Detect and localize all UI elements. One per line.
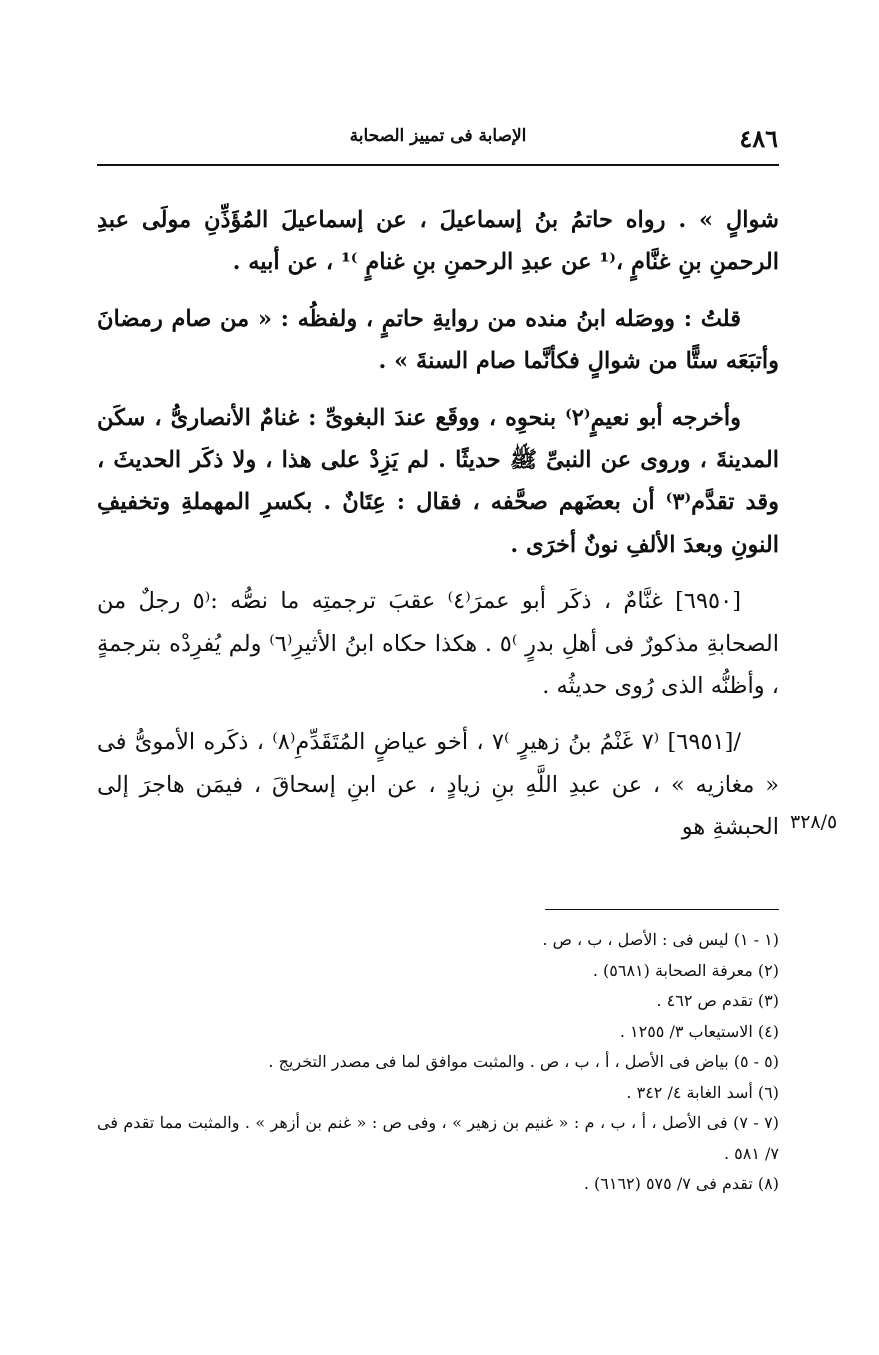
- main-text: [97, 199, 779, 863]
- footnote-8: (٨) تقدم فى ٧/ ٥٧٥ (٦١٦٢) .: [583, 1174, 779, 1193]
- paragraph-3: وأخرجه أبو نعيمٍ⁽٢⁾ بنحوِه ، ووقَع عندَ البغوىِّ : غنامٌ الأنصارىُّ ، سكَن المدينةَ ، وروى عن النبىِّ ﷺ حديثًا . لم يَزِدْ على هذا ، ولا ذكَر الحديثَ ، وقد تقدَّم⁽٣⁾ أن بعضَهم صحَّفه ، فقال : عِتَانٌ . بكسرِ المهملةِ وتخفيفِ النونِ وبعدَ الألفِ نونٌ أخرَى .: [97, 404, 779, 558]
- footnote-4: (٤) الاستيعاب ٣/ ١٢٥٥ .: [619, 1021, 779, 1041]
- entry-6951: /[٦٩٥١] ⁽٧ غَنْمُ بنُ زهيرٍ ⁾٧ ، أخو عياضٍ المُتَقَدِّمِ⁽٨⁾ ، ذكَره الأموىُّ فى « مغازيه » ، عن عبدِ اللَّهِ بنِ زيادٍ ، عن ابنِ إسحاقَ ، فيمَن هاجرَ إلى الحبشةِ هو: [97, 729, 779, 841]
- header-rule: [97, 164, 779, 166]
- footnote-2: (٢) معرفة الصحابة (٥٦٨١) .: [592, 960, 779, 980]
- margin-reference: ٣٢٨/٥: [790, 811, 838, 833]
- entry-6950: [٦٩٥٠] غنَّامٌ ، ذكَر أبو عمرَ⁽٤⁾ عقبَ ترجمتِه ما نصُّه :⁽٥ رجلٌ من الصحابةِ مذكورٌ فى أهلِ بدرٍ ⁾٥ . هكذا حكاه ابنُ الأثيرِ⁽٦⁾ ولم يُفرِدْه بترجمةٍ ، وأظنُّه الذى رُوى حديثُه .: [97, 588, 779, 700]
- footnote-5: (٥ - ٥) بياض فى الأصل ، أ ، ب ، ص . والمثبت موافق لما فى مصدر التخريج .: [268, 1052, 779, 1071]
- footnote-3: (٣) تقدم ص ٤٦٢ .: [656, 991, 779, 1010]
- paragraph-2: قلتُ : ووصَله ابنُ منده من روايةِ حاتمٍ ، ولفظُه : « من صام رمضانَ وأتبَعَه ستًّا من شوالٍ فكأنَّما صام السنةَ » .: [97, 305, 779, 375]
- page-header: [98, 122, 778, 156]
- footnote-6: (٦) أسد الغابة ٤/ ٣٤٢ .: [626, 1082, 779, 1102]
- paragraph-1: شوالٍ » . رواه حاتمُ بنُ إسماعيلَ ، عن إسماعيلَ المُؤَذِّنِ مولَى عبدِ الرحمنِ بنِ غنَّامٍ ،⁽¹ عن عبدِ الرحمنِ بنِ غنامٍ ⁾¹ ، عن أبيه .: [97, 207, 779, 276]
- footnote-1: (١ - ١) ليس فى : الأصل ، ب ، ص .: [542, 930, 779, 949]
- page-number: ٤٨٦: [739, 124, 778, 153]
- running-title: الإصابة فى تمييز الصحابة: [349, 126, 527, 146]
- footnotes: [97, 925, 779, 1200]
- footnote-rule: [545, 909, 779, 910]
- footnote-7: (٧ - ٧) فى الأصل ، أ ، ب ، م : « غنيم بن زهير » ، وفى ص : « غنم بن أزهر » . والمثبت مما تقدم فى ٧/ ٥٨١ .: [97, 1113, 780, 1163]
